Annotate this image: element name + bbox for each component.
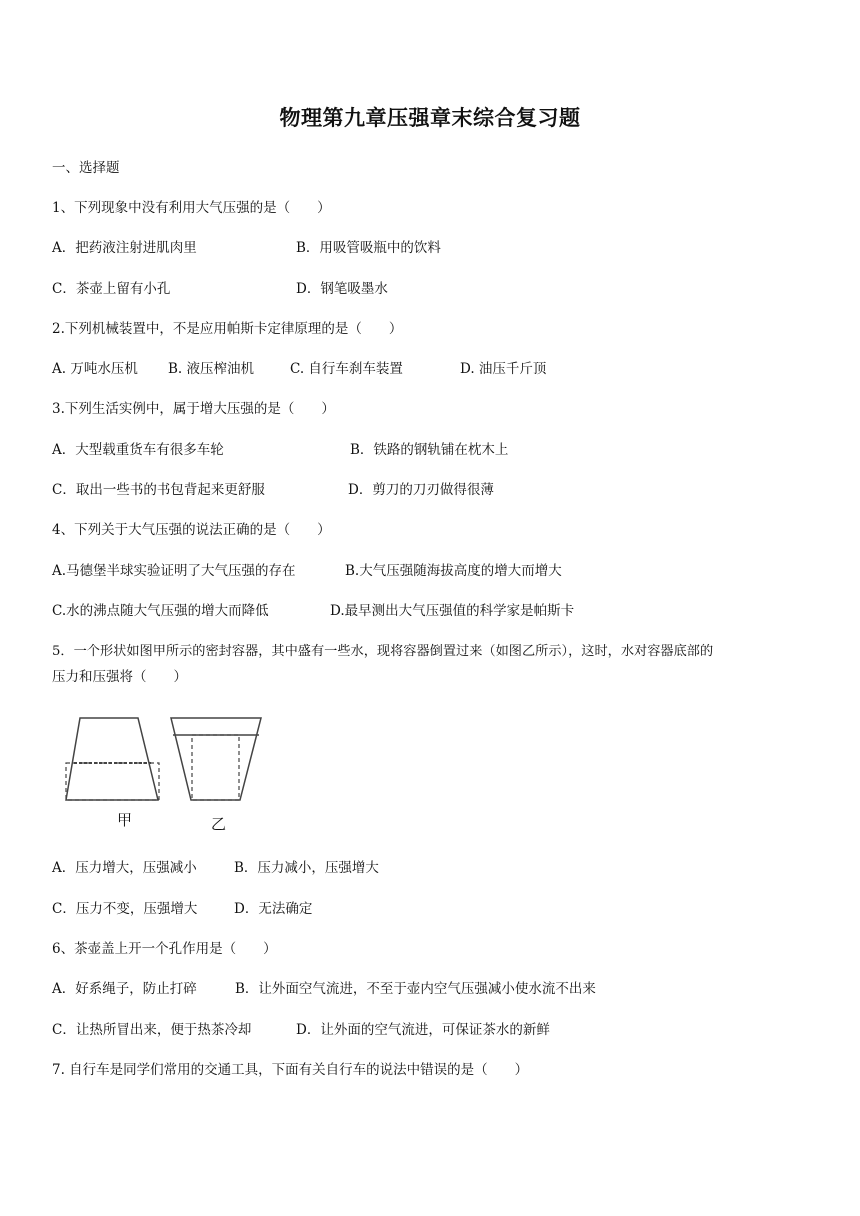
question-4-option-b: B.大气压强随海拔高度的增大而增大: [345, 563, 562, 579]
question-6-stem: 6、茶壶盖上开一个孔作用是（ ）: [52, 941, 277, 957]
question-3-stem: 3.下列生活实例中，属于增大压强的是（ ）: [52, 401, 335, 417]
question-6-option-b: B．让外面空气流进，不至于壶内空气压强减小使水流不出来: [235, 981, 596, 997]
container-diagram: [60, 710, 270, 835]
question-5-stem-line1: 5．一个形状如图甲所示的密封容器，其中盛有一些水，现将容器倒置过来（如图乙所示），这时，水对容器底部的: [52, 644, 714, 659]
question-3-option-b: B．铁路的钢轨铺在枕木上: [350, 442, 509, 458]
page-title: 物理第九章压强章末综合复习题: [279, 105, 581, 130]
question-2-option-a: A. 万吨水压机: [52, 361, 138, 377]
container-inverted: [171, 718, 261, 800]
question-1-stem: 1、下列现象中没有利用大气压强的是（ ）: [52, 200, 331, 216]
container-upright-outline: [66, 718, 158, 800]
question-3-option-c: C．取出一些书的书包背起来更舒服: [52, 482, 265, 498]
container-upright-dashed-column: [66, 763, 159, 800]
question-6-option-c: C．让热所冒出来，便于热茶冷却: [52, 1022, 252, 1038]
question-5-option-d: D．无法确定: [234, 901, 313, 917]
container-inverted-outline: [171, 718, 261, 800]
question-2-option-b: B. 液压榨油机: [168, 361, 255, 377]
question-6-option-a: A．好系绳子，防止打碎: [52, 981, 197, 997]
question-3-option-a: A．大型载重货车有很多车轮: [52, 442, 224, 458]
question-4-stem: 4、下列关于大气压强的说法正确的是（ ）: [52, 522, 331, 538]
figure-label-jia: 甲: [117, 811, 133, 829]
question-4-option-c: C.水的沸点随大气压强的增大而降低: [52, 603, 269, 619]
question-6-option-d: D．让外面的空气流进，可保证茶水的新鲜: [296, 1022, 550, 1038]
question-5-option-c: C．压力不变，压强增大: [52, 901, 198, 917]
question-1-option-b: B．用吸管吸瓶中的饮料: [296, 240, 441, 256]
container-upright: [66, 718, 159, 800]
question-5-stem-line2: 压力和压强将（ ）: [52, 669, 187, 685]
question-1-option-a: A．把药液注射进肌肉里: [52, 240, 197, 256]
question-1-option-d: D．钢笔吸墨水: [296, 281, 388, 297]
question-4-option-a: A.马德堡半球实验证明了大气压强的存在: [52, 563, 296, 579]
figure-label-yi: 乙: [211, 815, 227, 833]
question-5-option-b: B．压力减小，压强增大: [234, 860, 379, 876]
question-1-option-c: C．茶壶上留有小孔: [52, 281, 171, 297]
question-3-option-d: D．剪刀的刀刃做得很薄: [348, 482, 494, 498]
question-2-stem: 2.下列机械装置中，不是应用帕斯卡定律原理的是（ ）: [52, 321, 403, 337]
question-2-option-c: C. 自行车刹车装置: [290, 361, 403, 377]
container-inverted-dashed-column: [192, 735, 239, 800]
question-2-option-d: D. 油压千斤顶: [460, 361, 547, 377]
question-5-option-a: A．压力增大，压强减小: [52, 860, 197, 876]
question-4-option-d: D.最早测出大气压强值的科学家是帕斯卡: [330, 603, 575, 619]
question-5-figure: [60, 710, 270, 839]
section-heading: 一、选择题: [52, 160, 120, 176]
question-7-stem: 7. 自行车是同学们常用的交通工具，下面有关自行车的说法中错误的是（ ）: [52, 1062, 529, 1078]
